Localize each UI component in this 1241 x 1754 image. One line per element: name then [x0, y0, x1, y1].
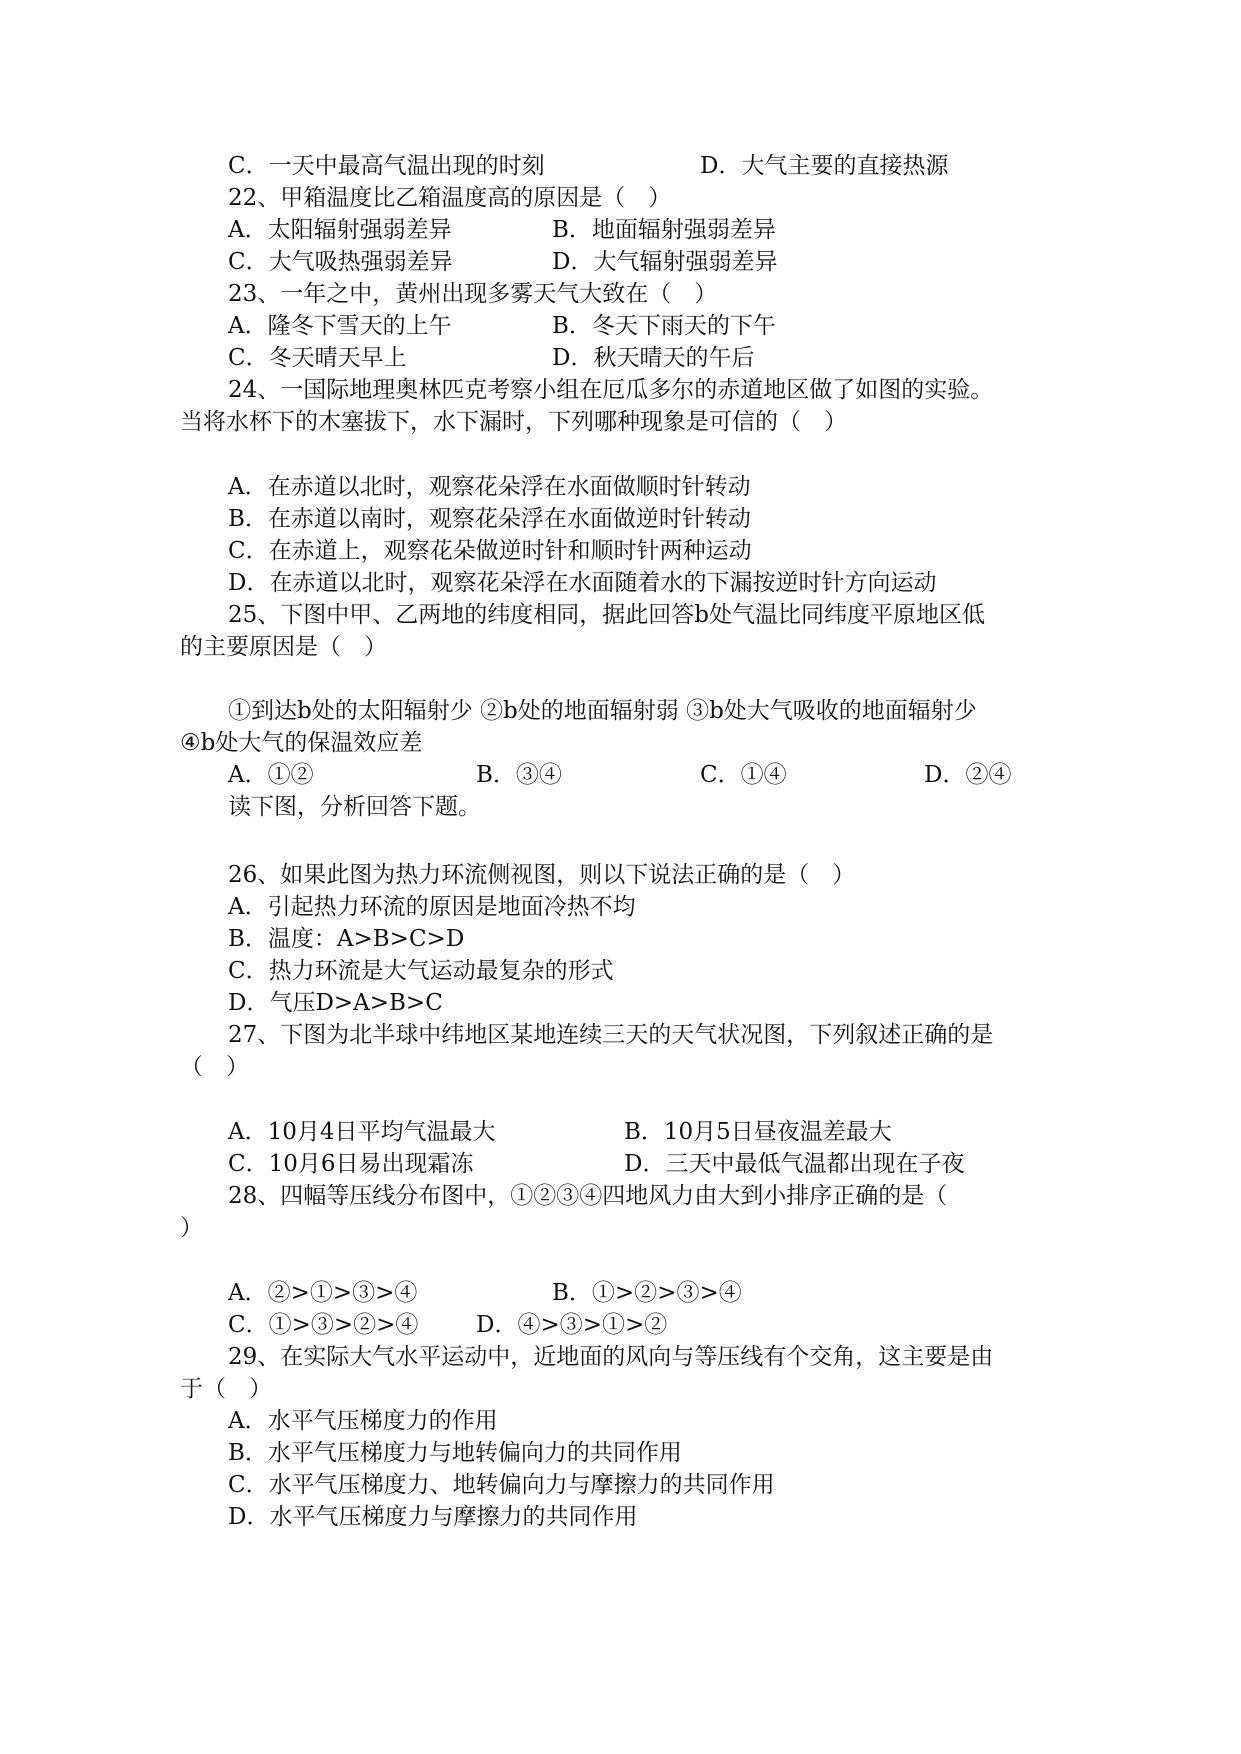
- q29-stem-line1: 29、在实际大气水平运动中，近地面的风向与等压线有个交角，这主要是由: [228, 1344, 994, 1370]
- q24-option-c: C．在赤道上，观察花朵做逆时针和顺时针两种运动: [228, 538, 752, 564]
- q27-option-d: D．三天中最低气温都出现在子夜: [624, 1151, 965, 1177]
- q25-items-line2: ④b处大气的保温效应差: [180, 730, 423, 756]
- q25-stem-line1: 25、下图中甲、乙两地的纬度相同，据此回答b处气温比同纬度平原地区低: [228, 602, 985, 628]
- q29-option-d: D．水平气压梯度力与摩擦力的共同作用: [228, 1504, 638, 1530]
- q22-stem: 22、甲箱温度比乙箱温度高的原因是（ ）: [228, 185, 672, 211]
- q27-option-c: C．10月6日易出现霜冻: [228, 1151, 474, 1177]
- q26-option-c: C．热力环流是大气运动最复杂的形式: [228, 958, 614, 984]
- q28-stem-line2: ）: [180, 1215, 203, 1241]
- q27-option-b: B．10月5日昼夜温差最大: [624, 1119, 892, 1145]
- q26-option-b: B．温度：A>B>C>D: [228, 926, 465, 952]
- q25-stem-line2: 的主要原因是（ ）: [180, 634, 387, 660]
- q24-stem-line2: 当将水杯下的木塞拔下，水下漏时，下列哪种现象是可信的（ ）: [180, 409, 847, 435]
- q26-option-a: A．引起热力环流的原因是地面冷热不均: [228, 894, 636, 920]
- q26-option-d: D．气压D>A>B>C: [228, 990, 443, 1016]
- q22-option-d: D．大气辐射强弱差异: [552, 249, 778, 275]
- q23-option-a: A．隆冬下雪天的上午: [228, 313, 452, 339]
- q28-stem-line1: 28、四幅等压线分布图中，①②③④四地风力由大到小排序正确的是（: [228, 1183, 948, 1209]
- q29-option-c: C．水平气压梯度力、地转偏向力与摩擦力的共同作用: [228, 1472, 775, 1498]
- q26-stem: 26、如果此图为热力环流侧视图，则以下说法正确的是（ ）: [228, 862, 856, 888]
- q28-option-c: C．①>③>②>④: [228, 1312, 419, 1338]
- q25-option-b: B．③④: [476, 762, 562, 788]
- q25-option-d: D．②④: [924, 762, 1012, 788]
- q21-option-d: D．大气主要的直接热源: [700, 153, 949, 179]
- q28-option-a: A．②>①>③>④: [228, 1280, 418, 1306]
- q27-option-a: A．10月4日平均气温最大: [228, 1119, 496, 1145]
- q27-stem-line2: （ ）: [180, 1054, 249, 1080]
- q23-option-c: C．冬天晴天早上: [228, 345, 407, 371]
- q27-stem-line1: 27、下图为北半球中纬地区某地连续三天的天气状况图，下列叙述正确的是: [228, 1022, 994, 1048]
- q29-stem-line2: 于（ ）: [180, 1376, 272, 1402]
- q29-option-a: A．水平气压梯度力的作用: [228, 1408, 498, 1434]
- figure-intro: 读下图，分析回答下题。: [228, 794, 481, 820]
- q24-option-b: B．在赤道以南时，观察花朵浮在水面做逆时针转动: [228, 506, 751, 532]
- q25-option-a: A．①②: [228, 762, 314, 788]
- q24-stem-line1: 24、一国际地理奥林匹克考察小组在厄瓜多尔的赤道地区做了如图的实验。: [228, 377, 994, 403]
- q22-option-b: B．地面辐射强弱差异: [552, 217, 776, 243]
- q22-option-c: C．大气吸热强弱差异: [228, 249, 453, 275]
- q24-option-a: A．在赤道以北时，观察花朵浮在水面做顺时针转动: [228, 474, 751, 500]
- q22-option-a: A．太阳辐射强弱差异: [228, 217, 452, 243]
- q21-option-c: C．一天中最高气温出现的时刻: [228, 153, 545, 179]
- q28-option-b: B．①>②>③>④: [552, 1280, 742, 1306]
- q24-option-d: D．在赤道以北时，观察花朵浮在水面随着水的下漏按逆时针方向运动: [228, 570, 937, 596]
- q28-option-d: D．④>③>①>②: [476, 1312, 668, 1338]
- q29-option-b: B．水平气压梯度力与地转偏向力的共同作用: [228, 1440, 682, 1466]
- q25-items-line1: ①到达b处的太阳辐射少 ②b处的地面辐射弱 ③b处大气吸收的地面辐射少: [228, 698, 977, 724]
- q23-option-b: B．冬天下雨天的下午: [552, 313, 776, 339]
- q23-option-d: D．秋天晴天的午后: [552, 345, 755, 371]
- q25-option-c: C．①④: [700, 762, 787, 788]
- q23-stem: 23、一年之中，黄州出现多雾天气大致在（ ）: [228, 281, 718, 307]
